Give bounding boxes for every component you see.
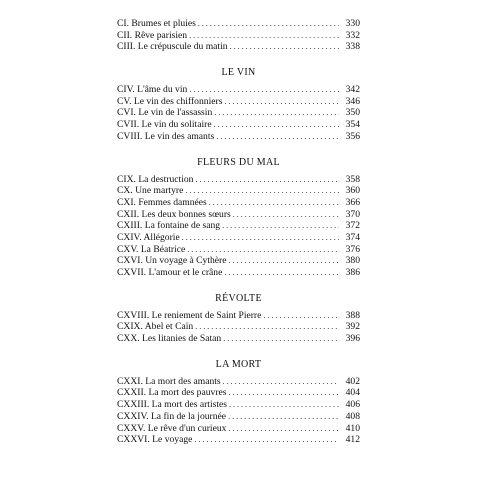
dot-leader — [198, 18, 339, 30]
toc-entry — [117, 255, 360, 267]
toc-entry-page: 354 — [345, 119, 360, 131]
dot-leader — [189, 30, 339, 42]
toc-entry — [117, 244, 360, 256]
dot-leader — [230, 41, 339, 53]
toc-entry-title: CVII. Le vin du solitaire — [117, 119, 212, 131]
toc-entry-title: CVI. Le vin de l'assassin — [117, 107, 213, 119]
toc-entry-title: CXXV. Le rêve d'un curieux — [117, 422, 227, 434]
toc-entry-title: CIX. La destruction — [117, 173, 194, 185]
dot-leader — [263, 310, 339, 322]
toc-entry — [117, 96, 360, 108]
toc-entry-page: 366 — [345, 196, 360, 208]
dot-leader — [222, 220, 339, 232]
toc-entry — [117, 267, 360, 279]
toc-entry-title: CIII. Le crépuscule du matin — [117, 41, 228, 53]
toc-group-revolte — [117, 310, 360, 345]
dot-leader — [223, 333, 339, 345]
toc-entry — [117, 119, 360, 131]
dot-leader — [187, 244, 339, 256]
dot-leader — [229, 255, 340, 267]
toc-entry-page: 360 — [345, 185, 360, 197]
toc-entry-title: CXI. Femmes damnées — [117, 196, 207, 208]
dot-leader — [182, 232, 339, 244]
toc-entry-page: 338 — [345, 41, 360, 53]
dot-leader — [185, 185, 339, 197]
toc-entry-title: CXVII. L'amour et le crâne — [117, 267, 223, 278]
toc-entry — [117, 411, 360, 423]
toc-entry-title: CIV. L'âme du vin — [117, 84, 188, 96]
toc-entry — [117, 84, 360, 96]
toc-entry-page: 386 — [345, 267, 360, 278]
toc-entry — [117, 174, 360, 186]
toc-entry-title: CXXVI. Le voyage — [117, 434, 193, 446]
toc-entry — [117, 41, 360, 53]
dot-leader — [223, 376, 339, 388]
toc-entry — [117, 399, 360, 411]
toc-group-le-vin — [117, 84, 360, 142]
toc-entry-title: CXXII. La mort des pauvres — [117, 387, 227, 399]
toc-entry-page: 374 — [345, 231, 360, 243]
toc-entry-page: 380 — [345, 255, 360, 267]
toc-entry — [117, 107, 360, 119]
dot-leader — [194, 434, 339, 446]
toc-entry — [117, 376, 360, 388]
toc-entry-title: CVIII. Le vin des amants — [117, 130, 215, 142]
toc-entry-page: 408 — [345, 410, 360, 422]
toc-entry-page: 346 — [345, 95, 360, 107]
toc-entry — [117, 333, 360, 345]
toc-entry — [117, 131, 360, 143]
dot-leader — [229, 399, 339, 411]
toc-entry-page: 332 — [345, 29, 360, 41]
dot-leader — [224, 96, 339, 108]
toc-entry-title: CXX. Les litanies de Satan — [117, 333, 222, 345]
toc-entry-page: 410 — [345, 422, 360, 434]
toc-group-fleurs-du-mal — [117, 174, 360, 279]
section-heading-revolte: RÉVOLTE — [215, 292, 262, 304]
toc-entry — [117, 387, 360, 399]
section-heading-fleurs-du-mal: FLEURS DU MAL — [197, 156, 280, 168]
toc-entry-page: 376 — [345, 243, 360, 255]
dot-leader — [229, 387, 340, 399]
dot-leader — [233, 209, 339, 221]
dot-leader — [228, 423, 339, 435]
dot-leader — [214, 119, 339, 131]
toc-entry-title: CXV. La Béatrice — [117, 243, 186, 255]
toc-entry-page: 388 — [345, 309, 360, 321]
toc-entry — [117, 220, 360, 232]
toc-entry-page: 404 — [345, 387, 360, 399]
toc-entry-page: 402 — [345, 375, 360, 387]
dot-leader — [228, 411, 339, 423]
toc-entry-title: CXXI. La mort des amants — [117, 375, 221, 387]
toc-entry-page: 350 — [345, 107, 360, 119]
toc-entry — [117, 310, 360, 322]
dot-leader — [195, 321, 339, 333]
toc-entry — [117, 197, 360, 209]
toc-entry-title: CXIX. Abel et Caïn — [117, 321, 194, 333]
toc-group-la-mort — [117, 376, 360, 446]
toc-entry — [117, 434, 360, 446]
toc-entry — [117, 321, 360, 333]
toc-entry-title: CXIII. La fontaine de sang — [117, 220, 221, 232]
toc-entry-page: 372 — [345, 220, 360, 232]
dot-leader — [216, 131, 339, 143]
toc-entry — [117, 423, 360, 435]
toc-entry-title: CV. Le vin des chiffonniers — [117, 95, 223, 107]
toc-entry-title: CI. Brumes et pluies — [117, 18, 196, 29]
dot-leader — [209, 197, 339, 209]
table-of-contents — [117, 18, 360, 446]
dot-leader — [224, 267, 339, 279]
section-heading-le-vin: LE VIN — [221, 67, 256, 79]
toc-entry-page: 358 — [345, 173, 360, 185]
toc-entry — [117, 209, 360, 221]
section-heading-la-mort: LA MORT — [215, 358, 262, 370]
dot-leader — [214, 107, 339, 119]
toc-entry-title: CXVI. Un voyage à Cythère — [117, 255, 227, 267]
toc-entry — [117, 232, 360, 244]
toc-entry-page: 342 — [345, 84, 360, 96]
toc-entry-page: 396 — [345, 333, 360, 345]
toc-entry-page: 356 — [345, 130, 360, 142]
toc-entry-title: CXIV. Allégorie — [117, 231, 180, 243]
toc-entry — [117, 30, 360, 42]
toc-entry — [117, 18, 360, 30]
toc-entry-page: 412 — [345, 434, 360, 446]
toc-entry-title: CX. Une martyre — [117, 185, 184, 197]
toc-entry — [117, 185, 360, 197]
dot-leader — [195, 174, 339, 186]
toc-entry-page: 392 — [345, 321, 360, 333]
dot-leader — [189, 84, 339, 96]
toc-entry-title: CXXIV. La fin de la journée — [117, 410, 227, 422]
toc-group-continued — [117, 18, 360, 53]
toc-entry-title: CXII. Les deux bonnes sœurs — [117, 208, 231, 220]
toc-entry-title: CII. Rêve parisien — [117, 29, 188, 41]
toc-entry-title: CXVIII. Le reniement de Saint Pierre — [117, 309, 262, 321]
toc-entry-title: CXXIII. La mort des artistes — [117, 399, 228, 411]
toc-entry-page: 330 — [345, 18, 360, 29]
toc-entry-page: 406 — [345, 399, 360, 411]
toc-entry-page: 370 — [345, 208, 360, 220]
